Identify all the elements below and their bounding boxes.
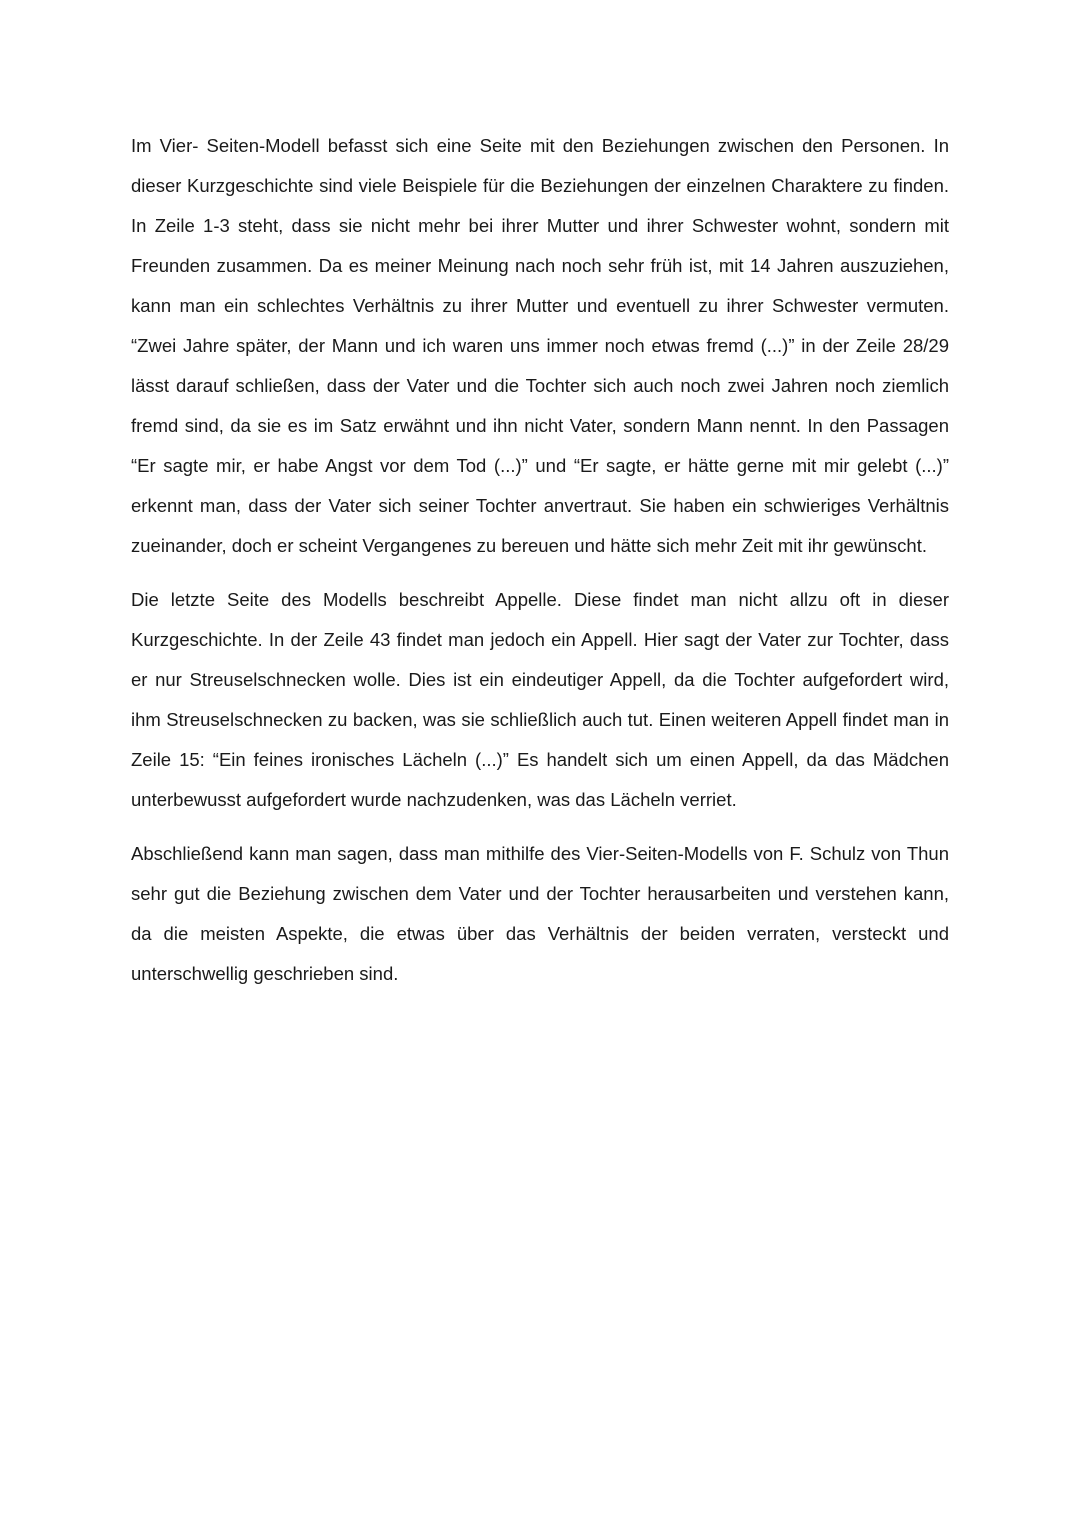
paragraph-beziehung: Im Vier- Seiten-Modell befasst sich eine Seite mit den Beziehungen zwischen den Personen. In dieser Kurzgeschichte sind viele Beispiele für die Beziehungen der einzelnen Charaktere zu finden. In Zeile 1-3 steht, dass sie nicht mehr bei ihrer Mutter und ihrer Schwester wohnt, sondern mit Freunden zusammen. Da es meiner Meinung nach noch sehr früh ist, mit 14 Jahren auszuziehen, kann man ein schlechtes Verhältnis zu ihrer Mutter und eventuell zu ihrer Schwester vermuten. “Zwei Jahre später, der Mann und ich waren uns immer noch etwas fremd (...)” in der Zeile 28/29 lässt darauf schließen, dass der Vater und die Tochter sich auch noch zwei Jahren noch ziemlich fremd sind, da sie es im Satz erwähnt und ihn nicht Vater, sondern Mann nennt. In den Passagen “Er sagte mir, er habe Angst vor dem Tod (...)” und “Er sagte, er hätte gerne mit mir gelebt (...)” erkennt man, dass der Vater sich seiner Tochter anvertraut. Sie haben ein schwieriges Verhältnis zueinander, doch er scheint Vergangenes zu bereuen und hätte sich mehr Zeit mit ihr gewünscht. [131, 135, 949, 556]
paragraph-fazit: Abschließend kann man sagen, dass man mithilfe des Vier-Seiten-Modells von F. Schulz von Thun sehr gut die Beziehung zwischen dem Vater und der Tochter herausarbeiten und verstehen kann, da die meisten Aspekte, die etwas über das Verhältnis der beiden verraten, versteckt und unterschwellig geschrieben sind. [131, 843, 949, 984]
document-page [131, 126, 949, 1008]
paragraph-appell: Die letzte Seite des Modells beschreibt Appelle. Diese findet man nicht allzu oft in dieser Kurzgeschichte. In der Zeile 43 findet man jedoch ein Appell. Hier sagt der Vater zur Tochter, dass er nur Streuselschnecken wolle. Dies ist ein eindeutiger Appell, da die Tochter aufgefordert wird, ihm Streuselschnecken zu backen, was sie schließlich auch tut. Einen weiteren Appell findet man in Zeile 15: “Ein feines ironisches Lächeln (...)” Es handelt sich um einen Appell, da das Mädchen unterbewusst aufgefordert wurde nachzudenken, was das Lächeln verriet. [131, 589, 949, 810]
